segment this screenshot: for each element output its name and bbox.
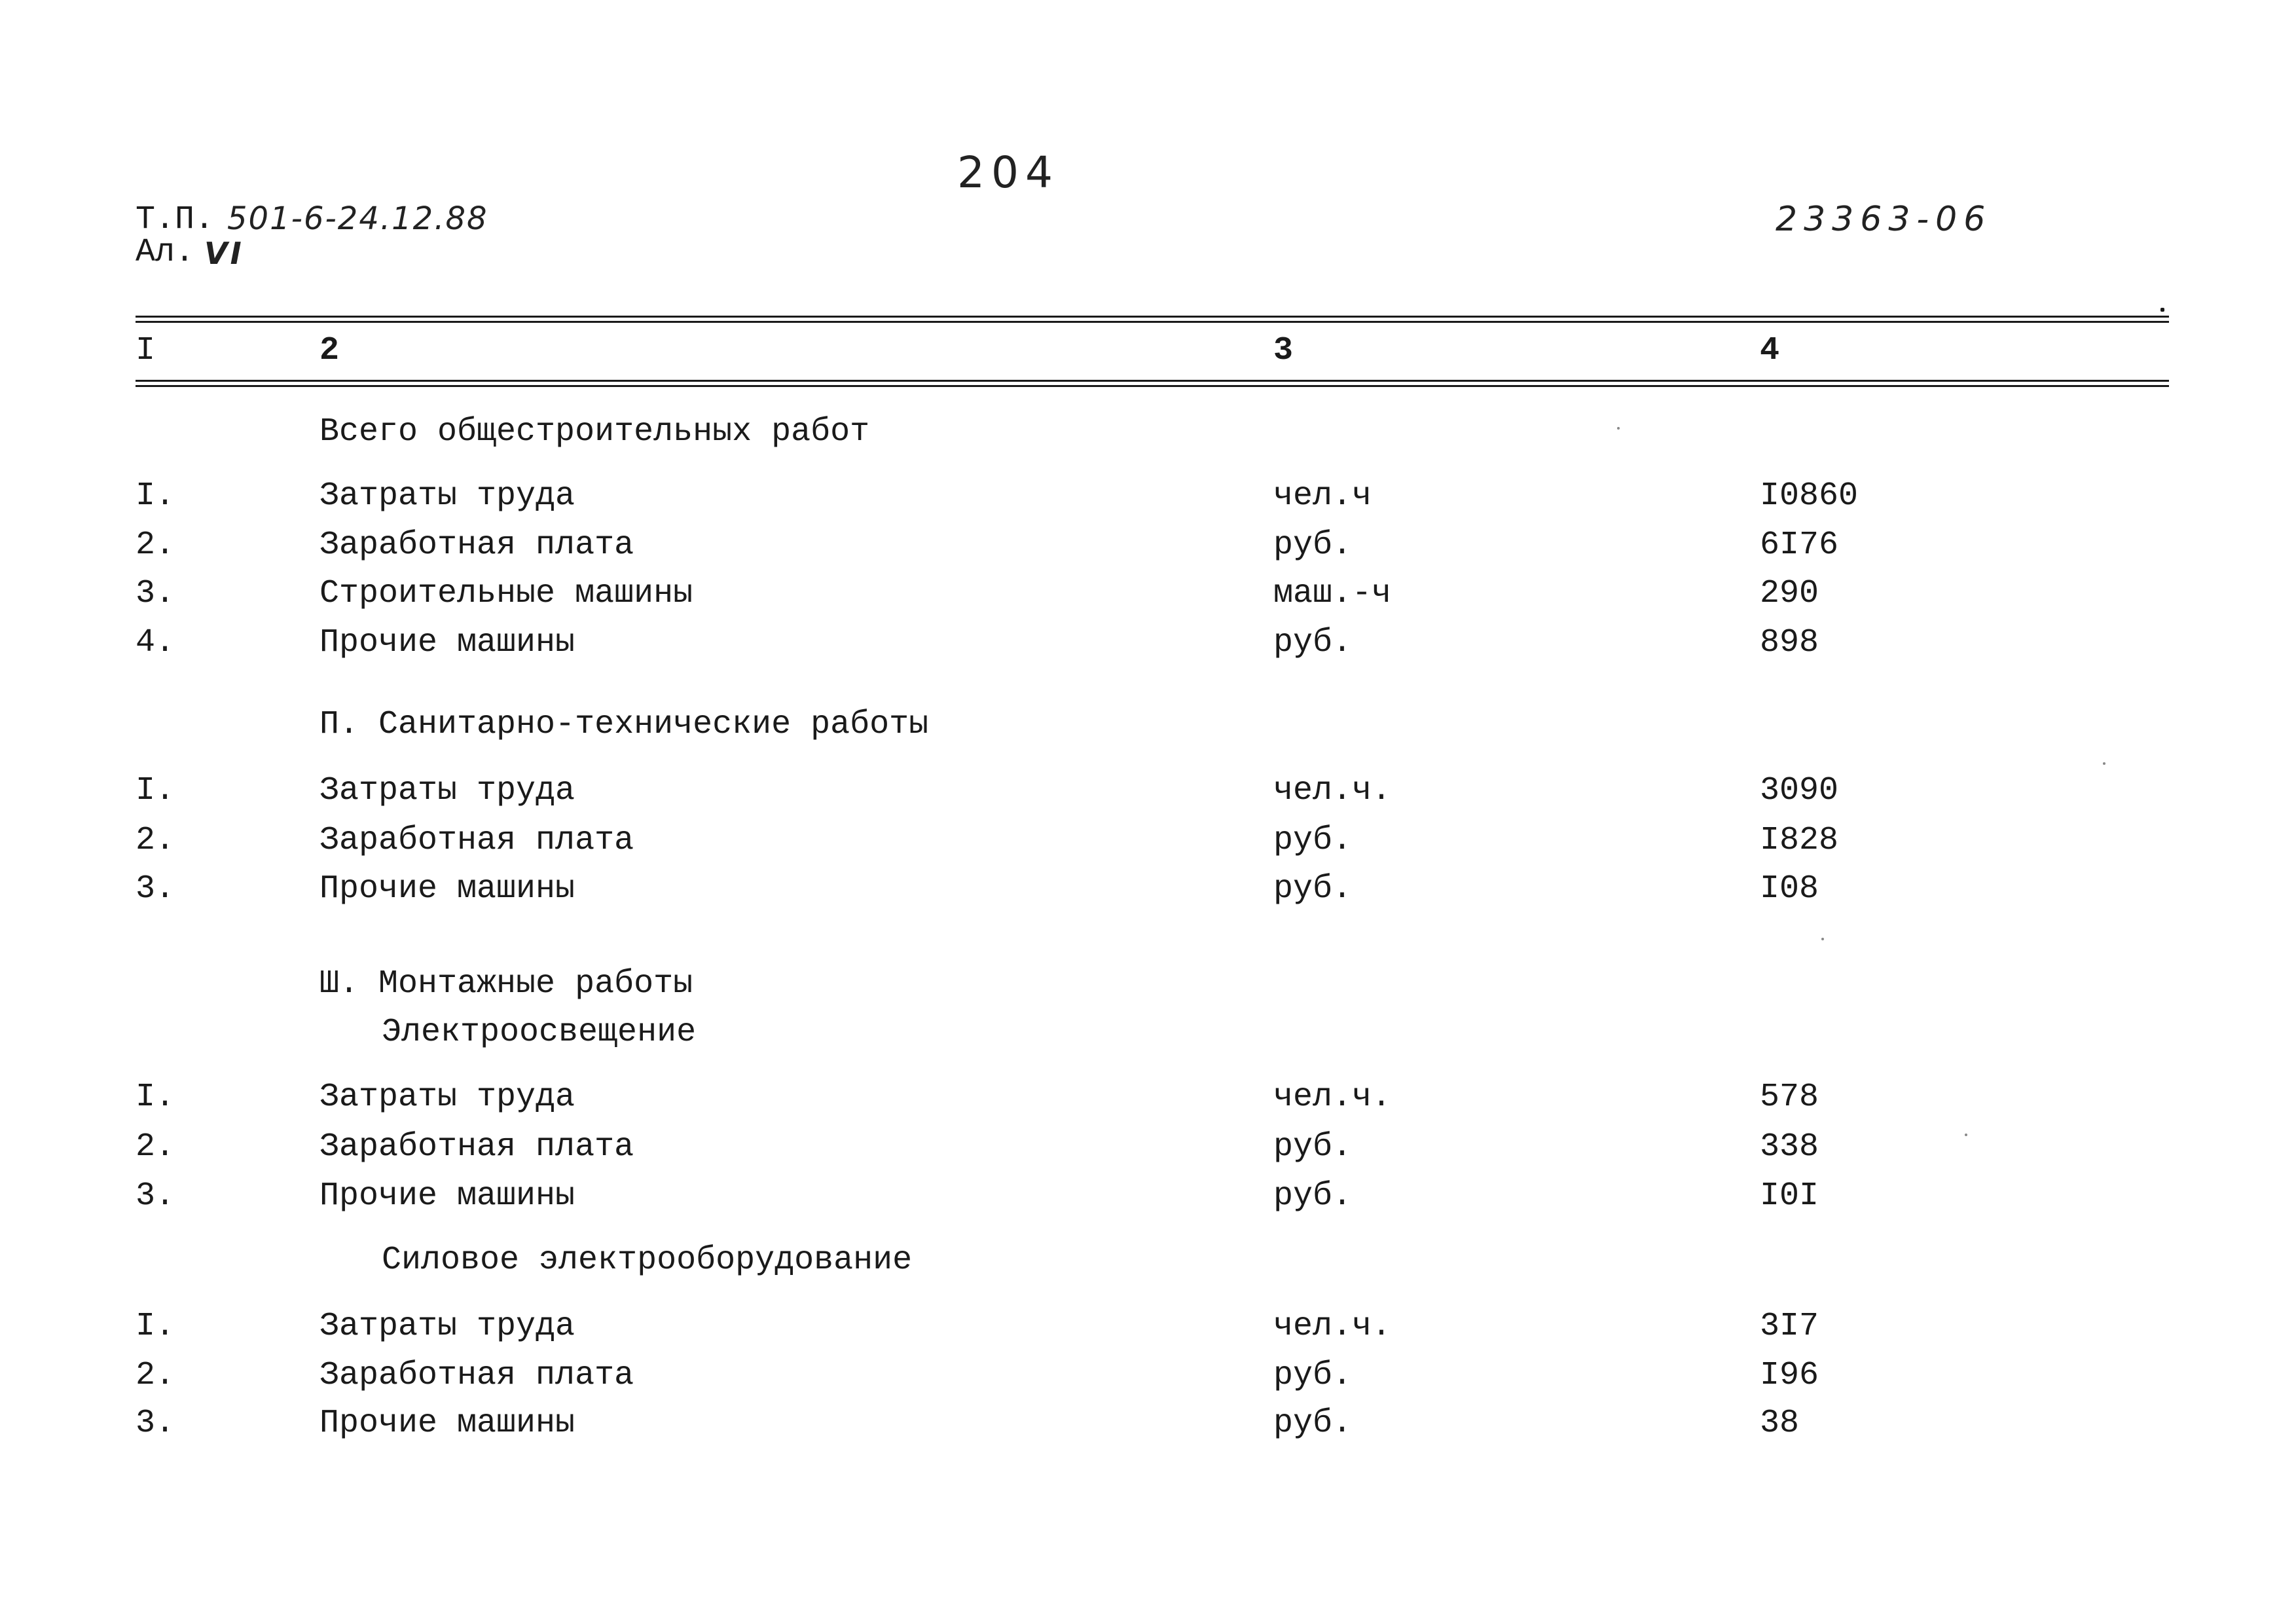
row-name: Затраты труда <box>319 1079 575 1116</box>
scan-speck <box>1965 1134 1967 1136</box>
section-title: П. Санитарно-технические работы <box>319 706 929 743</box>
row-number: 3. <box>136 1405 175 1442</box>
section-subtitle: Силовое электрооборудование <box>382 1242 913 1279</box>
row-number: I. <box>136 1308 175 1345</box>
row-number: I. <box>136 477 175 515</box>
scan-speck <box>1617 427 1620 430</box>
row-name: Прочие машины <box>319 870 575 908</box>
row-name: Заработная плата <box>319 526 634 564</box>
row-unit: маш.-ч <box>1273 575 1392 612</box>
album-label: Ал. <box>136 234 195 271</box>
row-value: 6I76 <box>1760 526 1839 564</box>
row-name: Затраты труда <box>319 477 575 515</box>
section-title: Ш. Монтажные работы <box>319 965 693 1003</box>
rule-dot <box>2160 308 2164 312</box>
album-number: VI <box>204 236 244 271</box>
row-unit: чел.ч <box>1273 477 1372 515</box>
section-title: Всего общестроительных работ <box>319 413 870 451</box>
column-header-1: I <box>136 332 156 369</box>
section-subtitle: Электроосвещение <box>382 1014 697 1051</box>
row-name: Прочие машины <box>319 1177 575 1215</box>
row-name: Строительные машины <box>319 575 693 612</box>
row-number: 2. <box>136 526 175 564</box>
row-name: Заработная плата <box>319 1128 634 1166</box>
row-name: Заработная плата <box>319 822 634 859</box>
row-unit: руб. <box>1273 526 1353 564</box>
row-value: 290 <box>1760 575 1819 612</box>
row-value: 3090 <box>1760 772 1839 809</box>
row-name: Затраты труда <box>319 1308 575 1345</box>
row-value: 898 <box>1760 624 1819 661</box>
scan-speck <box>2103 762 2105 765</box>
column-header-3: 3 <box>1273 332 1294 369</box>
row-value: I08 <box>1760 870 1819 908</box>
tp-label: Т.П. <box>136 201 215 238</box>
row-name: Заработная плата <box>319 1357 634 1394</box>
row-number: 3. <box>136 870 175 908</box>
row-name: Прочие машины <box>319 624 575 661</box>
row-value: I96 <box>1760 1357 1819 1394</box>
row-unit: чел.ч. <box>1273 1079 1392 1116</box>
row-unit: руб. <box>1273 624 1353 661</box>
row-number: 3. <box>136 575 175 612</box>
header-rule-bottom <box>136 380 2169 382</box>
row-number: I. <box>136 772 175 809</box>
column-header-4: 4 <box>1760 332 1780 369</box>
row-unit: чел.ч. <box>1273 772 1392 809</box>
row-value: I0I <box>1760 1177 1819 1215</box>
row-number: 4. <box>136 624 175 661</box>
row-value: 38 <box>1760 1405 1800 1442</box>
tp-number: 501-6-24.12.88 <box>227 200 488 237</box>
row-number: 2. <box>136 1357 175 1394</box>
row-unit: руб. <box>1273 870 1353 908</box>
row-number: I. <box>136 1079 175 1116</box>
row-unit: руб. <box>1273 1128 1353 1166</box>
row-number: 2. <box>136 1128 175 1166</box>
row-value: 3I7 <box>1760 1308 1819 1345</box>
page-number: 204 <box>957 147 1059 198</box>
row-unit: руб. <box>1273 1177 1353 1215</box>
row-number: 2. <box>136 822 175 859</box>
row-value: 338 <box>1760 1128 1819 1166</box>
row-unit: чел.ч. <box>1273 1308 1392 1345</box>
row-name: Затраты труда <box>319 772 575 809</box>
column-header-2: 2 <box>319 332 340 369</box>
row-unit: руб. <box>1273 822 1353 859</box>
header-rule-top-2 <box>136 321 2169 323</box>
row-value: I828 <box>1760 822 1839 859</box>
row-unit: руб. <box>1273 1357 1353 1394</box>
scan-speck <box>1821 938 1824 940</box>
row-value: 578 <box>1760 1079 1819 1116</box>
header-rule-top <box>136 316 2169 318</box>
row-name: Прочие машины <box>319 1405 575 1442</box>
row-number: 3. <box>136 1177 175 1215</box>
row-unit: руб. <box>1273 1405 1353 1442</box>
doc-code: 23363-06 <box>1776 200 1992 239</box>
header-rule-bottom-2 <box>136 385 2169 387</box>
row-value: I0860 <box>1760 477 1859 515</box>
